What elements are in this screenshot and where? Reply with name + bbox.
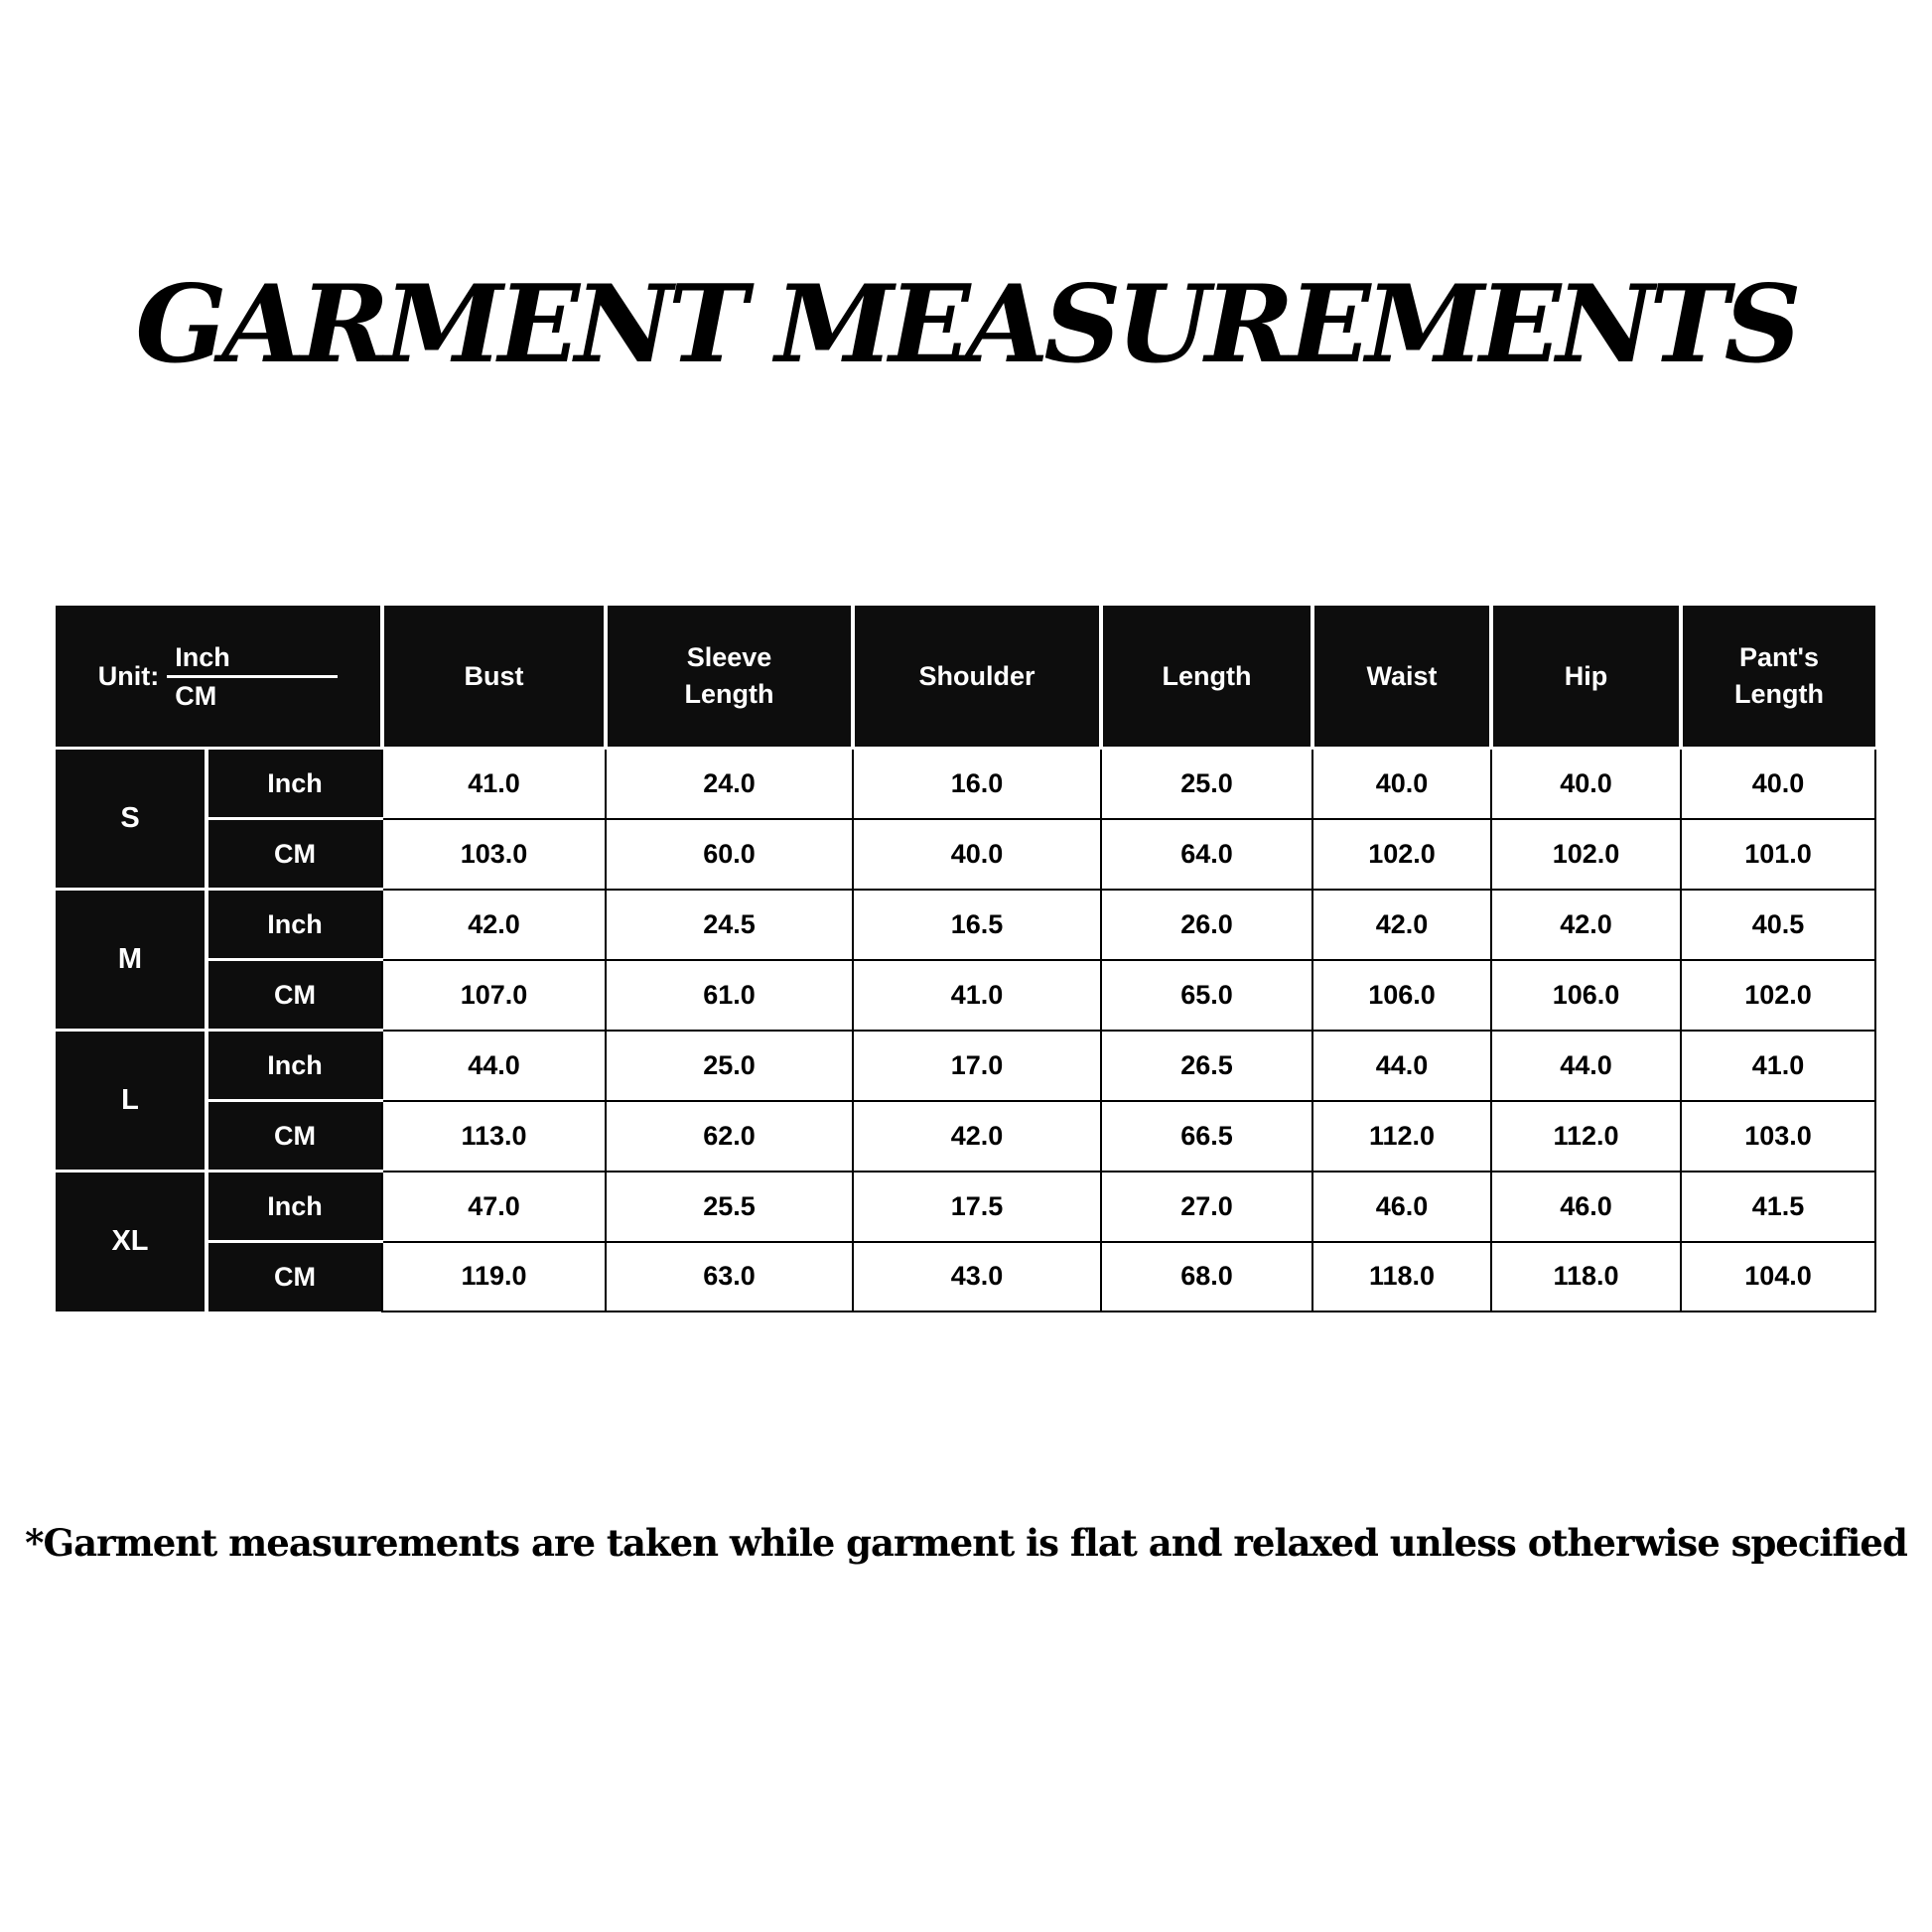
unit-fraction (167, 639, 338, 714)
table-cell: 40.0 (1681, 749, 1875, 819)
row-unit-label: CM (207, 819, 382, 890)
column-header-hip: Hip (1491, 606, 1681, 749)
size-label: S (56, 749, 207, 890)
table-cell: 43.0 (853, 1242, 1101, 1311)
footnote: *Garment measurements are taken while garment is flat and relaxed unless otherwise specified (25, 1521, 1907, 1565)
table-cell: 102.0 (1312, 819, 1491, 890)
table-cell: 106.0 (1312, 960, 1491, 1031)
page-title: GARMENT MEASUREMENTS (135, 262, 1797, 387)
table-row (56, 890, 1875, 960)
table-cell: 60.0 (606, 819, 853, 890)
size-chart-table (56, 606, 1876, 1312)
table-cell: 66.5 (1101, 1101, 1312, 1172)
table-cell: 17.5 (853, 1172, 1101, 1242)
table-cell: 106.0 (1491, 960, 1681, 1031)
unit-header (56, 606, 382, 749)
row-unit-label: Inch (207, 1172, 382, 1242)
column-header-sleeve-length-text: Sleeve Length (684, 642, 774, 709)
table-cell: 103.0 (382, 819, 606, 890)
table-cell: 47.0 (382, 1172, 606, 1242)
table-cell: 118.0 (1312, 1242, 1491, 1311)
row-unit-label: CM (207, 1101, 382, 1172)
table-cell: 26.0 (1101, 890, 1312, 960)
table-cell: 102.0 (1681, 960, 1875, 1031)
table-cell: 16.0 (853, 749, 1101, 819)
table-cell: 104.0 (1681, 1242, 1875, 1311)
table-row (56, 960, 1875, 1031)
row-unit-label: Inch (207, 890, 382, 960)
table-cell: 44.0 (1491, 1031, 1681, 1101)
table-cell: 17.0 (853, 1031, 1101, 1101)
table-cell: 41.5 (1681, 1172, 1875, 1242)
table-row (56, 749, 1875, 819)
table-cell: 40.0 (1491, 749, 1681, 819)
row-unit-label: Inch (207, 1031, 382, 1101)
table-row (56, 1031, 1875, 1101)
table-cell: 63.0 (606, 1242, 853, 1311)
column-header-shoulder: Shoulder (853, 606, 1101, 749)
table-cell: 102.0 (1491, 819, 1681, 890)
table-cell: 42.0 (1491, 890, 1681, 960)
table-cell: 24.5 (606, 890, 853, 960)
table-cell: 65.0 (1101, 960, 1312, 1031)
table-cell: 40.0 (853, 819, 1101, 890)
row-unit-label: CM (207, 960, 382, 1031)
table-row (56, 819, 1875, 890)
table-cell: 42.0 (1312, 890, 1491, 960)
table-cell: 25.5 (606, 1172, 853, 1242)
column-header-length: Length (1101, 606, 1312, 749)
table-cell: 62.0 (606, 1101, 853, 1172)
table-cell: 40.0 (1312, 749, 1491, 819)
table-cell: 103.0 (1681, 1101, 1875, 1172)
table-cell: 25.0 (1101, 749, 1312, 819)
table-cell: 101.0 (1681, 819, 1875, 890)
table-cell: 61.0 (606, 960, 853, 1031)
table-cell: 44.0 (1312, 1031, 1491, 1101)
table-cell: 68.0 (1101, 1242, 1312, 1311)
table-cell: 118.0 (1491, 1242, 1681, 1311)
unit-label: Unit: (97, 660, 160, 691)
size-label: L (56, 1031, 207, 1172)
table-cell: 112.0 (1312, 1101, 1491, 1172)
table-cell: 42.0 (853, 1101, 1101, 1172)
column-header-sleeve-length (606, 606, 853, 749)
row-unit-label: CM (207, 1242, 382, 1311)
unit-inch-label: Inch (167, 639, 338, 678)
table-cell: 40.5 (1681, 890, 1875, 960)
table-cell: 46.0 (1491, 1172, 1681, 1242)
column-header-bust: Bust (382, 606, 606, 749)
table-row (56, 1172, 1875, 1242)
unit-cm-label: CM (175, 680, 217, 711)
table-cell: 112.0 (1491, 1101, 1681, 1172)
table-cell: 25.0 (606, 1031, 853, 1101)
table-row (56, 1101, 1875, 1172)
table-cell: 113.0 (382, 1101, 606, 1172)
table-cell: 119.0 (382, 1242, 606, 1311)
table-cell: 44.0 (382, 1031, 606, 1101)
column-header-pants-length-text: Pant's Length (1734, 642, 1824, 709)
table-cell: 42.0 (382, 890, 606, 960)
table-row (56, 1242, 1875, 1311)
size-label: M (56, 890, 207, 1031)
table-cell: 41.0 (382, 749, 606, 819)
table-cell: 64.0 (1101, 819, 1312, 890)
table-cell: 46.0 (1312, 1172, 1491, 1242)
table-cell: 41.0 (853, 960, 1101, 1031)
column-header-pants-length (1681, 606, 1875, 749)
table-cell: 27.0 (1101, 1172, 1312, 1242)
table-cell: 107.0 (382, 960, 606, 1031)
table-cell: 24.0 (606, 749, 853, 819)
table-cell: 16.5 (853, 890, 1101, 960)
row-unit-label: Inch (207, 749, 382, 819)
size-label: XL (56, 1172, 207, 1311)
table-cell: 41.0 (1681, 1031, 1875, 1101)
table-cell: 26.5 (1101, 1031, 1312, 1101)
header-row (56, 606, 1875, 749)
column-header-waist: Waist (1312, 606, 1491, 749)
